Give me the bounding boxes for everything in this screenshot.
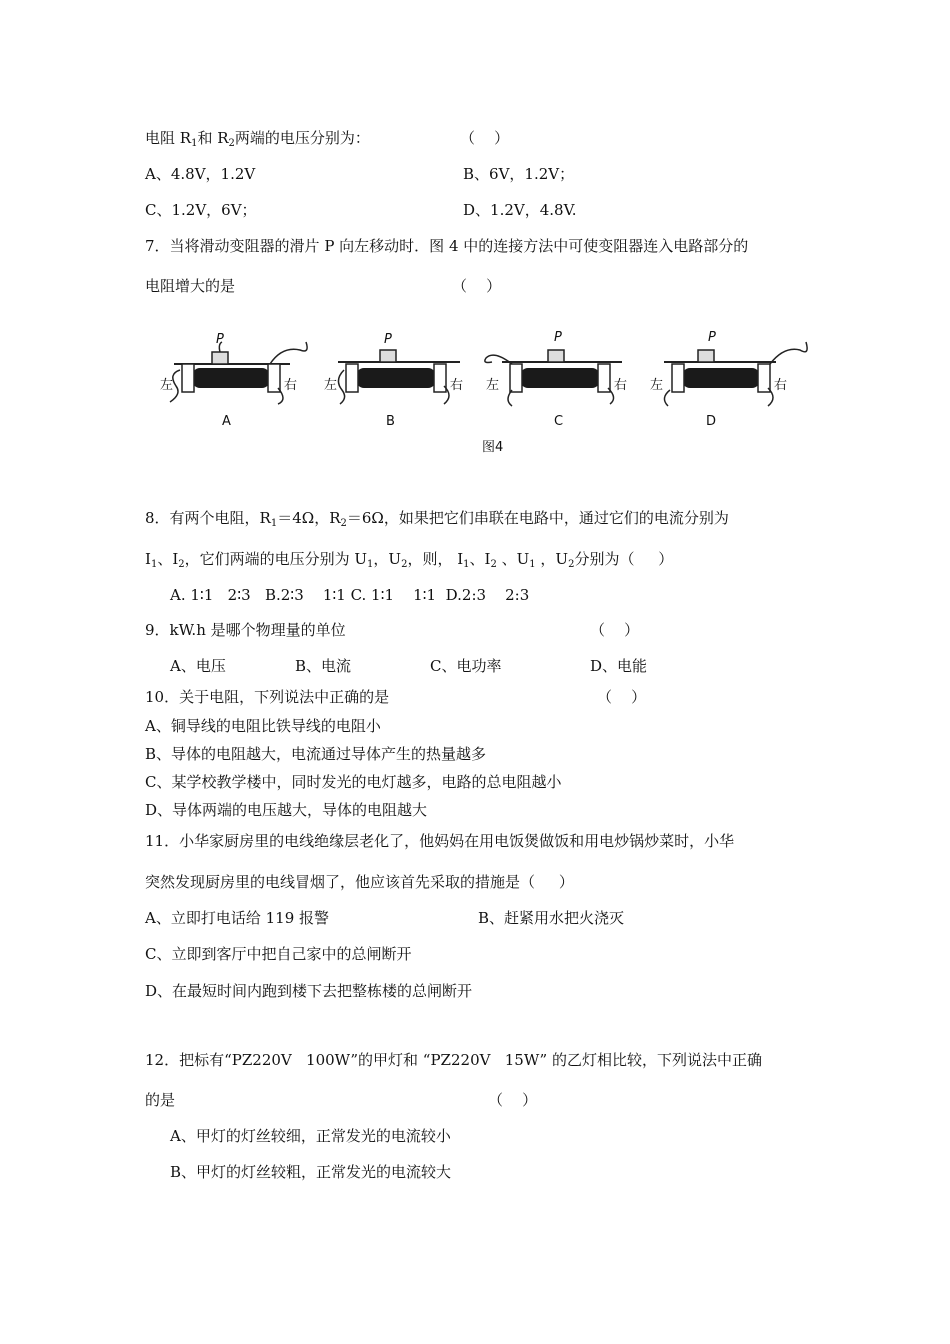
figure-4 (160, 330, 820, 460)
q10-answer-paren: （ ） (597, 688, 647, 706)
rheostat-d-drawing (650, 330, 820, 430)
q8-stem-line2: $I_1$、$I_2$，它们两端的电压分别为 $U_1$，$U_2$，则， $I_1$、$I_2$ 、$U_1$ ，$U_2$分别为（ ） (145, 550, 674, 570)
q11-option-d: D、在最短时间内跑到楼下去把整栋楼的总闸断开 (145, 982, 473, 1000)
rheostat-a (160, 330, 320, 430)
rheostat-d (650, 330, 820, 430)
q10-stem: 10．关于电阻，下列说法中正确的是 (145, 688, 390, 706)
q12-answer-paren: （ ） (488, 1091, 538, 1109)
rheostat-b-right-label: 右 (450, 378, 464, 393)
q6-option-b: B、6V，1.2V； (463, 165, 575, 183)
rheostat-c-p-label: P (554, 330, 562, 345)
q9-option-d: D、电能 (590, 657, 648, 675)
rheostat-b-drawing (320, 330, 480, 430)
rheostat-c-right-label: 右 (614, 378, 628, 393)
q7-answer-paren: （ ） (452, 277, 502, 295)
rheostat-a-drawing (160, 330, 320, 430)
q11-stem-line1: 11．小华家厨房里的电线绝缘层老化了，他妈妈在用电饭煲做饭和用电炒锅炒菜时，小华 (145, 832, 735, 850)
q6-option-c: C、1.2V，6V； (145, 201, 257, 219)
q9-option-b: B、电流 (295, 657, 352, 675)
rheostat-b (320, 330, 480, 430)
q9-stem: 9．kW.h 是哪个物理量的单位 (145, 621, 346, 639)
rheostat-c-left-label: 左 (486, 378, 500, 393)
q10-option-c: C、某学校教学楼中，同时发光的电灯越多，电路的总电阻越小 (145, 773, 562, 791)
rheostat-a-label: A (222, 414, 231, 429)
q6-option-d: D、1.2V，4.8V. (463, 201, 577, 219)
rheostat-d-p-label: P (708, 330, 716, 345)
q11-stem-line2: 突然发现厨房里的电线冒烟了，他应该首先采取的措施是（ ） (145, 873, 574, 891)
rheostat-d-left-label: 左 (650, 378, 664, 393)
rheostat-c-drawing (482, 330, 652, 430)
q10-option-d: D、导体两端的电压越大，导体的电阻越大 (145, 801, 428, 819)
rheostat-c (482, 330, 652, 430)
q9-option-c: C、电功率 (430, 657, 502, 675)
rheostat-a-right-label: 右 (284, 378, 298, 393)
q9-option-a: A、电压 (170, 657, 226, 675)
q6-answer-paren: （ ） (460, 129, 510, 147)
q11-option-a: A、立即打电话给 119 报警 (145, 909, 329, 927)
rheostat-d-label: D (706, 414, 717, 429)
rheostat-b-left-label: 左 (324, 378, 338, 393)
rheostat-c-label: C (554, 414, 564, 429)
q11-option-b: B、赶紧用水把火浇灭 (478, 909, 625, 927)
q10-option-b: B、导体的电阻越大，电流通过导体产生的热量越多 (145, 745, 487, 763)
q7-stem-line1: 7．当将滑动变阻器的滑片 P 向左移动时．图 4 中的连接方法中可使变阻器连入电路部分的 (145, 237, 749, 255)
q12-stem-line2: 的是 (145, 1091, 176, 1109)
q8-stem-line1: 8．有两个电阻，$R_1=4\Omega$，$R_2=6\Omega$，如果把它们串联在电路中，通过它们的电流分别为 (145, 509, 729, 529)
rheostat-b-label: B (386, 414, 395, 429)
q6-stem: 电阻 $R_1$和 $R_2$两端的电压分别为： (145, 129, 370, 149)
rheostat-a-left-label: 左 (160, 378, 174, 393)
q6-option-a: A、4.8V，1.2V (145, 165, 256, 183)
q12-option-a: A、甲灯的灯丝较细，正常发光的电流较小 (170, 1127, 451, 1145)
rheostat-b-p-label: P (384, 332, 392, 347)
q8-options: A. 1∶1 2∶3 B.2∶3 1∶1 C. 1∶1 1∶1 D.2:3 2:3 (170, 586, 530, 604)
q12-option-b: B、甲灯的灯丝较粗，正常发光的电流较大 (170, 1163, 452, 1181)
q10-option-a: A、铜导线的电阻比铁导线的电阻小 (145, 717, 381, 735)
figure-4-caption: 图4 (482, 440, 504, 455)
q9-answer-paren: （ ） (590, 621, 640, 639)
rheostat-d-right-label: 右 (774, 378, 788, 393)
q12-stem-line1: 12．把标有“PZ220V 100W”的甲灯和 “PZ220V 15W” 的乙灯相比较，下列说法中正确 (145, 1051, 762, 1069)
rheostat-a-p-label: P (216, 332, 224, 347)
q7-stem-line2: 电阻增大的是 (145, 277, 236, 295)
q11-option-c: C、立即到客厅中把自己家中的总闸断开 (145, 945, 412, 963)
